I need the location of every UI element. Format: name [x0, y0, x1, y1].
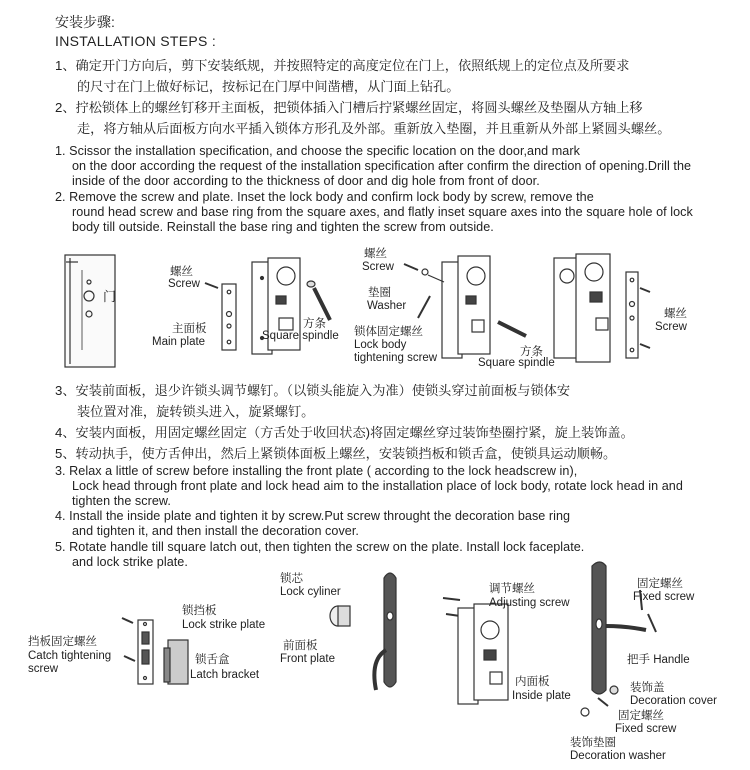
label-lock-tight-cn: 锁体固定螺丝 [354, 326, 423, 338]
label-screw3-en: Screw [655, 321, 687, 333]
label-cyl-en: Lock cyliner [280, 586, 341, 598]
step-cn-3-line2: 装位置对准，旋转锁头进入，旋紧螺钉。 [77, 404, 315, 419]
label-screw2-en: Screw [362, 261, 394, 273]
catch-screws [122, 618, 135, 661]
label-screw-cn: 螺丝 [170, 266, 193, 278]
label-strike-en: Lock strike plate [182, 619, 266, 631]
label-spindle2-cn: 方条 [520, 346, 543, 358]
label-door: 门 [103, 289, 117, 304]
step-en-5-rest: and lock strike plate. [72, 554, 188, 569]
label-lock-tight-en2: tightening screw [354, 352, 438, 364]
label-washer-en-2: Decoration washer [570, 750, 666, 762]
step-cn-1-line1: 1、确定开门方向后，剪下安装纸规，并按照特定的高度定位在门上，依照纸规上的定位点及所要求 [55, 58, 630, 73]
step-cn-2-line2: 走，将方轴从后面板方向水平插入锁体方形孔及外部。重新放入垫圈，并且重新从外部上紧圆头螺丝。 [77, 121, 671, 136]
lock-cylinder [330, 606, 350, 626]
label-fixed-en: Fixed screw [633, 591, 695, 603]
step-en-2-line1: 2. Remove the screw and plate. Inset the lock body and confirm lock body by screw, remove the [55, 190, 594, 204]
step-en-5-line1: 5. Rotate handle till square latch out, then tighten the screw on the plate. Install lock faceplate. [55, 540, 585, 554]
step-en-1-rest: on the door according the request of the installation specification after confirm the direction of opening.Drill the inside of the door according to the thickness of door and dig hole from front of door. [72, 158, 692, 188]
label-handle: 把手 Handle [627, 654, 690, 666]
title-chinese: 安装步骤: [55, 14, 115, 30]
label-cover-cn: 装饰盖 [630, 682, 665, 694]
label-front-en: Front plate [280, 653, 335, 665]
label-washer-cn: 垫圈 [368, 287, 391, 299]
label-lock-tight-en1: Lock body [354, 339, 407, 351]
step-cn-2-line1: 2、拧松锁体上的螺丝钉移开主面板，把锁体插入门槽后拧紧螺丝固定，将圆头螺丝及垫圈从方轴上移 [55, 100, 643, 115]
label-front-cn: 前面板 [283, 640, 318, 652]
label-inside-cn: 内面板 [515, 676, 550, 688]
label-catch-en2: screw [28, 663, 59, 675]
label-cyl-cn: 锁芯 [280, 573, 303, 585]
label-adj-cn: 调节螺丝 [489, 583, 535, 595]
step-cn-4: 4、安装内面板，用固定螺丝固定（方舌处于收回状态)将固定螺丝穿过装饰垫圈拧紧，旋上装饰盖。 [55, 425, 634, 440]
label-catch-cn: 挡板固定螺丝 [28, 636, 97, 648]
label-washer-cn-2: 装饰垫圈 [570, 737, 616, 749]
label-bracket-en: Latch bracket [190, 669, 260, 681]
step-en-4-line1: 4. Install the inside plate and tighten it by screw.Put screw throught the decoration base ring [55, 509, 571, 523]
label-catch-en1: Catch tightening [28, 650, 112, 662]
label-screw2-cn: 螺丝 [364, 248, 387, 260]
label-spindle2-en: Square spindle [478, 357, 555, 369]
step-en-3-rest: Lock head through front plate and lock head aim to the installation place of lock body, rotate lock head in and tighten the screw. [72, 478, 683, 508]
label-bracket-cn: 锁舌盒 [195, 654, 230, 666]
label-fixed2-en: Fixed screw [615, 723, 677, 735]
step-cn-1-line2: 的尺寸在门上做好标记，按标记在门厚中间凿槽，从门面上钻孔。 [77, 79, 460, 94]
label-spindle-en: Square spindle [262, 330, 339, 342]
label-adj-en: Adjusting screw [489, 597, 570, 609]
label-screw-en: Screw [168, 278, 200, 290]
title-english: INSTALLATION STEPS : [55, 33, 217, 49]
label-washer-en: Washer [367, 300, 407, 312]
label-fixed-cn: 固定螺丝 [637, 578, 683, 590]
label-inside-en: Inside plate [512, 690, 571, 702]
label-main-plate-cn: 主面板 [172, 323, 207, 335]
step-en-2-rest: round head screw and base ring from the square axes, and flatly inset square axes into the square hole of lock body till outside. Reinstall the base ring and tighten the screw from outside. [72, 204, 693, 234]
label-screw3-cn: 螺丝 [664, 308, 687, 320]
latch-bracket [164, 640, 188, 684]
label-strike-cn: 锁挡板 [182, 605, 217, 617]
lock-strike-plate [138, 620, 153, 684]
lock-body-mortise [458, 604, 508, 704]
step-cn-5: 5、转动执手，使方舌伸出，然后上紧锁体面板上螺丝，安装锁挡板和锁舌盒，使锁具运动顺畅。 [55, 446, 617, 461]
label-fixed2-cn: 固定螺丝 [618, 710, 664, 722]
step-en-4-rest: and tighten it, and then install the decoration cover. [72, 523, 359, 538]
label-main-plate-en: Main plate [152, 336, 206, 348]
step-en-3-line1: 3. Relax a little of screw before installing the front plate ( according to the lock headscrew in), [55, 464, 578, 478]
step-cn-3-line1: 3、安装前面板，退少许锁头调节螺钉。（以锁头能旋入为准）使锁头穿过前面板与锁体安 [55, 383, 571, 398]
label-spindle-cn: 方条 [303, 318, 326, 330]
label-cover-en: Decoration cover [630, 695, 717, 707]
front-plate [374, 573, 396, 690]
step-en-1-line1: 1. Scissor the installation specification, and choose the specific location on the door,and mark [55, 144, 580, 158]
